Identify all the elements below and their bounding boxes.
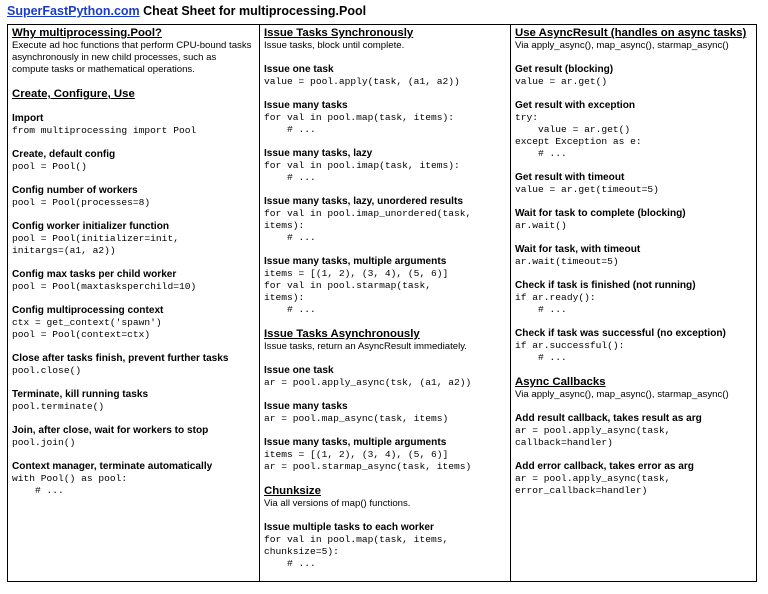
section-description: Via apply_async(), map_async(), starmap_async(): [515, 40, 729, 51]
section-why-multiprocessing-pool: [12, 27, 255, 76]
code-snippet: if ar.ready(): # ...: [515, 292, 596, 315]
cheat-sheet-grid: [7, 24, 757, 582]
section-description: Execute ad hoc functions that perform CPU-bound tasks asynchronously in new child processes, such as compute tasks or mathematical operations.: [12, 40, 252, 75]
cheat-item: [515, 328, 752, 364]
section-description: Via all versions of map() functions.: [264, 498, 411, 509]
column-2: [259, 25, 510, 581]
cheat-item: [12, 425, 255, 449]
item-label: Issue many tasks: [264, 100, 348, 111]
code-snippet: pool = Pool(maxtasksperchild=10): [12, 281, 197, 292]
code-snippet: pool.terminate(): [12, 401, 105, 412]
cheat-item: [264, 256, 506, 316]
page-title: [7, 4, 366, 18]
code-snippet: ar = pool.apply_async(task, error_callback=handler): [515, 473, 671, 496]
cheat-item: [264, 522, 506, 570]
code-snippet: pool.join(): [12, 437, 76, 448]
cheat-item: [515, 64, 752, 88]
cheat-item: [515, 413, 752, 449]
item-label: Wait for task, with timeout: [515, 244, 641, 255]
cheat-item: [12, 185, 255, 209]
cheat-item: [515, 244, 752, 268]
item-label: Config number of workers: [12, 185, 138, 196]
item-label: Wait for task to complete (blocking): [515, 208, 686, 219]
cheat-item: [515, 100, 752, 160]
code-snippet: value = ar.get(): [515, 76, 608, 87]
item-label: Issue many tasks, multiple arguments: [264, 437, 447, 448]
cheat-item: [12, 461, 255, 497]
cheat-item: [264, 401, 506, 425]
code-snippet: items = [(1, 2), (3, 4), (5, 6)] for val in pool.starmap(task, items): # ...: [264, 268, 449, 315]
code-snippet: ar = pool.map_async(task, items): [264, 413, 449, 424]
section-async-callbacks: [515, 376, 752, 497]
section-title: Why multiprocessing.Pool?: [12, 27, 162, 39]
cheat-item: [515, 208, 752, 232]
cheat-item: [264, 365, 506, 389]
section-title: Chunksize: [264, 485, 321, 497]
column-1: [8, 25, 259, 581]
code-snippet: for val in pool.map(task, items, chunksize=5): # ...: [264, 534, 449, 569]
code-snippet: if ar.successful(): # ...: [515, 340, 625, 363]
item-label: Config worker initializer function: [12, 221, 170, 232]
code-snippet: pool = Pool(): [12, 161, 87, 172]
code-snippet: ar.wait(): [515, 220, 567, 231]
item-label: Create, default config: [12, 149, 116, 160]
cheat-item: [264, 437, 506, 473]
cheat-item: [515, 461, 752, 497]
item-label: Check if task was successful (no exception): [515, 328, 726, 339]
code-snippet: with Pool() as pool: # ...: [12, 473, 128, 496]
item-label: Issue many tasks, lazy, unordered results: [264, 196, 463, 207]
code-snippet: pool.close(): [12, 365, 82, 376]
cheat-item: [515, 172, 752, 196]
site-link[interactable]: SuperFastPython.com: [7, 4, 140, 18]
item-label: Issue many tasks, multiple arguments: [264, 256, 447, 267]
code-snippet: value = ar.get(timeout=5): [515, 184, 659, 195]
code-snippet: ar.wait(timeout=5): [515, 256, 619, 267]
cheat-item: [264, 148, 506, 184]
section-title: Issue Tasks Asynchronously: [264, 328, 420, 340]
item-label: Add result callback, takes result as arg: [515, 413, 702, 424]
section-title: Create, Configure, Use: [12, 88, 135, 100]
cheat-item: [264, 196, 506, 244]
item-label: Issue many tasks, lazy: [264, 148, 373, 159]
item-label: Issue one task: [264, 365, 334, 376]
item-label: Config multiprocessing context: [12, 305, 164, 316]
code-snippet: from multiprocessing import Pool: [12, 125, 197, 136]
section-description: Issue tasks, block until complete.: [264, 40, 405, 51]
code-snippet: items = [(1, 2), (3, 4), (5, 6)] ar = pool.starmap_async(task, items): [264, 449, 472, 472]
cheat-item: [12, 113, 255, 137]
item-label: Issue one task: [264, 64, 334, 75]
code-snippet: for val in pool.map(task, items): # ...: [264, 112, 454, 135]
section-title: Async Callbacks: [515, 376, 606, 388]
item-label: Add error callback, takes error as arg: [515, 461, 694, 472]
title-text: Cheat Sheet for multiprocessing.Pool: [139, 4, 367, 18]
item-label: Get result with exception: [515, 100, 636, 111]
cheat-item: [12, 353, 255, 377]
code-snippet: ar = pool.apply_async(task, callback=handler): [515, 425, 671, 448]
section-title: Use AsyncResult (handles on async tasks): [515, 27, 747, 39]
section-issue-tasks-synchronously: [264, 27, 506, 316]
item-label: Close after tasks finish, prevent further tasks: [12, 353, 229, 364]
code-snippet: ctx = get_context('spawn') pool = Pool(context=ctx): [12, 317, 162, 340]
section-use-asyncresult-handles-on-async-tasks: [515, 27, 752, 364]
code-snippet: pool = Pool(initializer=init, initargs=(a1, a2)): [12, 233, 179, 256]
item-label: Import: [12, 113, 44, 124]
cheat-item: [264, 100, 506, 136]
column-3: [510, 25, 756, 581]
section-description: Issue tasks, return an AsyncResult immediately.: [264, 341, 467, 352]
code-snippet: for val in pool.imap(task, items): # ...: [264, 160, 460, 183]
cheat-item: [12, 305, 255, 341]
section-title: Issue Tasks Synchronously: [264, 27, 414, 39]
item-label: Issue multiple tasks to each worker: [264, 522, 434, 533]
code-snippet: ar = pool.apply_async(tsk, (a1, a2)): [264, 377, 472, 388]
cheat-item: [12, 149, 255, 173]
section-chunksize: [264, 485, 506, 570]
item-label: Terminate, kill running tasks: [12, 389, 149, 400]
section-create-configure-use: [12, 88, 255, 497]
item-label: Join, after close, wait for workers to stop: [12, 425, 209, 436]
cheat-item: [12, 221, 255, 257]
item-label: Context manager, terminate automatically: [12, 461, 213, 472]
item-label: Get result with timeout: [515, 172, 625, 183]
cheat-item: [264, 64, 506, 88]
item-label: Config max tasks per child worker: [12, 269, 177, 280]
section-issue-tasks-asynchronously: [264, 328, 506, 473]
item-label: Get result (blocking): [515, 64, 614, 75]
cheat-item: [515, 280, 752, 316]
cheat-item: [12, 269, 255, 293]
code-snippet: pool = Pool(processes=8): [12, 197, 151, 208]
code-snippet: value = pool.apply(task, (a1, a2)): [264, 76, 460, 87]
code-snippet: for val in pool.imap_unordered(task, items): # ...: [264, 208, 472, 243]
item-label: Check if task is finished (not running): [515, 280, 696, 291]
item-label: Issue many tasks: [264, 401, 348, 412]
section-description: Via apply_async(), map_async(), starmap_async(): [515, 389, 729, 400]
cheat-item: [12, 389, 255, 413]
code-snippet: try: value = ar.get() except Exception as e: # ...: [515, 112, 642, 159]
